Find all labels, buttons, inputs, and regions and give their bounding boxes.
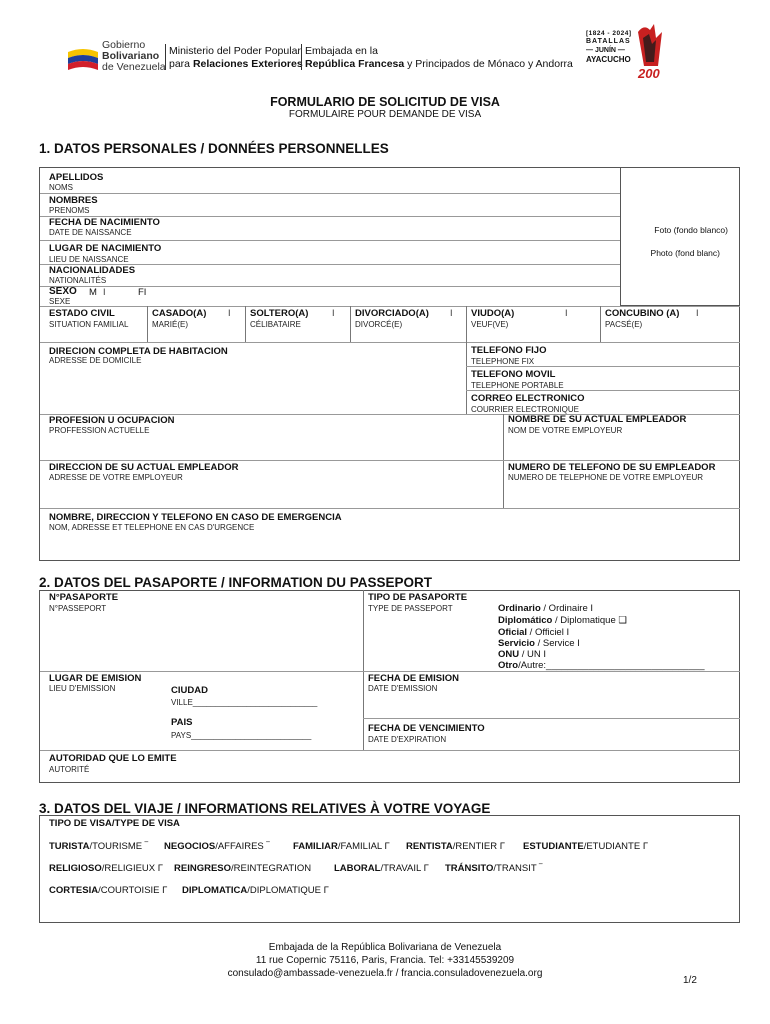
- visa-transito[interactable]: TRÁNSITO/TRANSIT ‾: [445, 863, 543, 874]
- religioso-checkbox[interactable]: Γ: [157, 863, 163, 874]
- tipo-visa-label: TIPO DE VISA/TYPE DE VISA: [49, 818, 180, 829]
- visa-religioso[interactable]: RELIGIOSO/RELIGIEUX Γ: [49, 863, 163, 874]
- pays-field[interactable]: PAYS___________________________: [171, 731, 312, 740]
- bicentenary-years: [1824 - 2024]: [586, 30, 632, 37]
- passport-type-otro[interactable]: Otro/Autre:______________________________: [498, 660, 705, 671]
- laboral-checkbox[interactable]: Γ: [423, 863, 429, 874]
- viudo-checkbox[interactable]: I: [565, 308, 568, 318]
- date-emission-label: DATE D'EMISSION: [368, 684, 438, 693]
- n-passeport-label: N°PASSEPORT: [49, 604, 107, 613]
- phone-line-1: [466, 366, 740, 367]
- passport-line-3: [40, 750, 740, 751]
- page-number: 1/2: [683, 975, 697, 986]
- emergency-line: [40, 508, 740, 509]
- visa-reingreso[interactable]: REINGRESO/REINTEGRATION: [174, 863, 312, 874]
- government-logo-text: [102, 40, 166, 73]
- footer-line-2: 11 rue Copernic 75116, Paris, Francia. Tel: +33145539209: [255, 955, 515, 966]
- negocios-checkbox[interactable]: ‾: [266, 841, 270, 852]
- emergencia-label: NOMBRE, DIRECCION Y TELEFONO EN CASO DE EMERGENCIA: [49, 512, 342, 523]
- concubino-checkbox[interactable]: I: [696, 308, 699, 318]
- bicentenary-ayacucho: AYACUCHO: [586, 55, 631, 64]
- soltero-option[interactable]: SOLTERO(A): [250, 308, 309, 319]
- photo-label-es: Foto (fondo blanco): [654, 225, 728, 235]
- civil-divider-1: [147, 306, 148, 342]
- visa-diplomatica[interactable]: DIPLOMATICA/DIPLOMATIQUE Γ: [182, 885, 329, 896]
- passport-type-diplomatico[interactable]: Diplomático / Diplomatique ❑: [498, 615, 627, 626]
- row-line-5: [40, 286, 620, 287]
- noms-label: NOMS: [49, 183, 73, 192]
- oficial-checkbox[interactable]: I: [566, 627, 570, 638]
- gov-line-1: Gobierno: [102, 39, 146, 51]
- bicentenary-batallas: BATALLAS: [586, 38, 631, 45]
- viudo-option[interactable]: VIUDO(A): [471, 308, 515, 319]
- row-line-7: [40, 342, 740, 343]
- employer-line: [40, 460, 740, 461]
- phone-line-2: [466, 390, 740, 391]
- form-title: FORMULARIO DE SOLICITUD DE VISA: [270, 95, 500, 109]
- direccion-label: DIRECION COMPLETA DE HABITACION: [49, 346, 228, 357]
- photo-label-fr: Photo (fond blanc): [650, 248, 720, 258]
- marie-label: MARIÉ(E): [152, 320, 188, 329]
- passport-type-ordinario[interactable]: Ordinario / Ordinaire I: [498, 603, 594, 614]
- gov-line-3: de Venezuela: [102, 61, 166, 73]
- section-3-heading: 3. DATOS DEL VIAJE / INFORMATIONS RELATIVES À VOTRE VOYAGE: [39, 801, 491, 816]
- proffession-label: PROFFESSION ACTUELLE: [49, 426, 150, 435]
- casado-option[interactable]: CASADO(A): [152, 308, 207, 319]
- date-naissance-label: DATE DE NAISSANCE: [49, 228, 132, 237]
- embassy-bold: República Francesa: [305, 58, 405, 70]
- venezuela-flag-icon: [66, 44, 100, 74]
- embassy-line-1: Embajada en la: [305, 45, 378, 57]
- photo-box[interactable]: [620, 167, 740, 306]
- nombres-label: NOMBRES: [49, 195, 98, 206]
- ministry-text: [169, 45, 303, 71]
- civil-divider-4: [466, 306, 467, 342]
- gov-line-2: Bolivariano: [102, 50, 160, 62]
- section-2-heading: 2. DATOS DEL PASAPORTE / INFORMATION DU PASSEPORT: [39, 575, 433, 590]
- form-subtitle: FORMULAIRE POUR DEMANDE DE VISA: [288, 109, 482, 120]
- ordinario-checkbox[interactable]: I: [590, 603, 594, 614]
- section-1-heading: 1. DATOS PERSONALES / DONNÉES PERSONNELLES: [39, 141, 389, 156]
- visa-negocios[interactable]: NEGOCIOS/AFFAIRES ‾: [164, 841, 270, 852]
- visa-estudiante[interactable]: ESTUDIANTE/ETUDIANTE Γ: [523, 841, 649, 852]
- pacse-label: PACSÉ(E): [605, 320, 643, 329]
- sexo-label: SEXO: [49, 286, 77, 297]
- autoridad-label: AUTORIDAD QUE LO EMITE: [49, 753, 177, 764]
- correo-label: CORREO ELECTRONICO: [471, 393, 585, 404]
- courrier-label: COURRIER ELECTRONIQUE: [471, 405, 580, 414]
- bicentenary-logo: [586, 22, 668, 86]
- footer-line-3[interactable]: consulado@ambassade-venezuela.fr / francia.consuladovenezuela.org: [227, 968, 543, 979]
- bicentenary-junin: — JUNÍN —: [586, 47, 625, 54]
- embassy-text: [305, 45, 573, 71]
- visa-familiar[interactable]: FAMILIAR/FAMILIAL Γ: [293, 841, 390, 852]
- tel-empleador-label: NUMERO DE TELEFONO DE SU EMPLEADOR: [508, 462, 716, 473]
- estado-civil-label: ESTADO CIVIL: [49, 308, 115, 319]
- nom-employeur-label: NOM DE VOTRE EMPLOYEUR: [508, 426, 623, 435]
- passport-divider: [363, 590, 364, 750]
- urgence-label: NOM, ADRESSE ET TELEPHONE EN CAS D'URGENCE: [49, 523, 255, 532]
- turista-checkbox[interactable]: ‾: [144, 841, 148, 852]
- ministry-prefix: para: [169, 58, 193, 70]
- divorciado-option[interactable]: DIVORCIADO(A): [355, 308, 429, 319]
- situation-familial-label: SITUATION FAMILIAL: [49, 320, 129, 329]
- familiar-checkbox[interactable]: Γ: [384, 841, 390, 852]
- ministry-line-2: [169, 58, 303, 71]
- sexe-label: SEXE: [49, 297, 71, 306]
- passport-type-servicio[interactable]: Servicio / Service I: [498, 638, 580, 649]
- visa-laboral[interactable]: LABORAL/TRAVAIL Γ: [334, 863, 429, 874]
- row-line-1: [40, 193, 620, 194]
- fecha-emision-label: FECHA DE EMISION: [368, 673, 459, 684]
- ministry-line-1: Ministerio del Poder Popular: [169, 45, 301, 57]
- civil-divider-2: [245, 306, 246, 342]
- ciudad-label: CIUDAD: [171, 685, 208, 696]
- numero-employeur-label: NUMERO DE TELEPHONE DE VOTRE EMPLOYEUR: [508, 473, 703, 482]
- civil-divider-5: [600, 306, 601, 342]
- passport-line-1: [40, 671, 740, 672]
- row-line-3: [40, 240, 620, 241]
- header: [0, 30, 770, 80]
- civil-divider-3: [350, 306, 351, 342]
- embassy-line-2: [305, 58, 573, 71]
- passport-type-onu[interactable]: ONU / UN I: [498, 649, 547, 660]
- date-expiration-label: DATE D'EXPIRATION: [368, 735, 447, 744]
- empleador-label: NOMBRE DE SU ACTUAL EMPLEADOR: [508, 414, 687, 425]
- nacionalidades-label: NACIONALIDADES: [49, 265, 136, 276]
- transito-checkbox[interactable]: ‾: [539, 863, 543, 874]
- autorite-label: AUTORITÉ: [49, 765, 90, 774]
- veuf-label: VEUF(VE): [471, 320, 509, 329]
- lieu-emission-label: LIEU D'EMISSION: [49, 684, 116, 693]
- header-divider-1: [165, 44, 166, 70]
- celibataire-label: CÉLIBATAIRE: [250, 320, 301, 329]
- adresse-employeur-label: ADRESSE DE VOTRE EMPLOYEUR: [49, 473, 183, 482]
- header-divider-2: [301, 44, 302, 70]
- sexo-m-checkbox[interactable]: I: [103, 287, 106, 297]
- lugar-emision-label: LUGAR DE EMISION: [49, 673, 142, 684]
- diplomatica-checkbox[interactable]: Γ: [323, 885, 329, 896]
- nationalites-label: NATIONALITÉS: [49, 276, 107, 285]
- lieu-naissance-label: LIEU DE NAISSANCE: [49, 255, 129, 264]
- lugar-nacimiento-label: LUGAR DE NACIMIENTO: [49, 243, 162, 254]
- employer-divider: [503, 414, 504, 508]
- estudiante-checkbox[interactable]: Γ: [642, 841, 649, 852]
- dir-empleador-label: DIRECCION DE SU ACTUAL EMPLEADOR: [49, 462, 239, 473]
- pais-label: PAIS: [171, 717, 193, 728]
- visa-cortesia[interactable]: CORTESIA/COURTOISIE Γ: [49, 885, 168, 896]
- tipo-pasaporte-label: TIPO DE PASAPORTE: [368, 592, 468, 603]
- servicio-checkbox[interactable]: I: [577, 638, 580, 649]
- flame-emblem-icon: [632, 22, 666, 68]
- telefono-fijo-label: TELEFONO FIJO: [471, 345, 547, 356]
- apellidos-label: APELLIDOS: [49, 172, 104, 183]
- embassy-rest: y Principados de Mónaco y Andorra: [404, 58, 573, 70]
- passport-type-oficial[interactable]: Oficial / Officiel I: [498, 627, 570, 638]
- divorce-label: DIVORCÉ(E): [355, 320, 403, 329]
- telephone-portable-label: TELEPHONE PORTABLE: [471, 381, 564, 390]
- footer-line-1: Embajada de la República Bolivariana de Venezuela: [268, 942, 502, 953]
- profesion-label: PROFESION U OCUPACION: [49, 415, 175, 426]
- type-passeport-label: TYPE DE PASSEPORT: [368, 604, 453, 613]
- rentista-checkbox[interactable]: Γ: [499, 841, 506, 852]
- diplomatico-checkbox[interactable]: ❑: [618, 615, 627, 626]
- casado-checkbox[interactable]: I: [228, 308, 231, 318]
- prenoms-label: PRENOMS: [49, 206, 90, 215]
- onu-checkbox[interactable]: I: [543, 649, 547, 660]
- sexo-m-option[interactable]: M: [89, 287, 97, 298]
- ministry-bold: Relaciones Exteriores: [192, 58, 303, 70]
- soltero-checkbox[interactable]: I: [332, 308, 335, 318]
- passport-line-2: [363, 718, 740, 719]
- fecha-nacimiento-label: FECHA DE NACIMIENTO: [49, 217, 160, 228]
- fecha-vencimiento-label: FECHA DE VENCIMIENTO: [368, 723, 485, 734]
- visa-rentista[interactable]: RENTISTA/RENTIER Γ: [406, 841, 506, 852]
- ville-field[interactable]: VILLE____________________________: [171, 698, 318, 707]
- visa-turista[interactable]: TURISTA/TOURISME ‾: [49, 841, 148, 852]
- row-line-6: [40, 306, 740, 307]
- telefono-movil-label: TELEFONO MOVIL: [471, 369, 556, 380]
- sexo-f-option[interactable]: FI: [138, 287, 147, 298]
- cortesia-checkbox[interactable]: Γ: [162, 885, 168, 896]
- n-pasaporte-label: N°PASAPORTE: [49, 592, 119, 603]
- address-divider: [466, 342, 467, 414]
- bicentenary-number: 200: [638, 66, 660, 81]
- telephone-fix-label: TELEPHONE FIX: [471, 357, 535, 366]
- divorciado-checkbox[interactable]: I: [450, 308, 453, 318]
- adresse-domicile-label: ADRESSE DE DOMICILE: [49, 356, 142, 365]
- concubino-option[interactable]: CONCUBINO (A): [605, 308, 680, 319]
